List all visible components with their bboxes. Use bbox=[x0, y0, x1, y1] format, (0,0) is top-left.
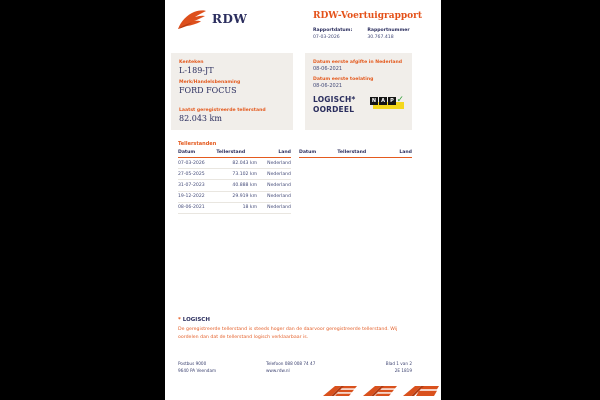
table-row bbox=[178, 203, 291, 214]
nap-letter-a: A bbox=[379, 97, 387, 105]
report-date-block bbox=[313, 28, 352, 41]
cell-tellerstand: 18 km bbox=[242, 205, 258, 211]
footer-address bbox=[178, 361, 266, 374]
odometer-table-right bbox=[299, 150, 412, 214]
footnote-asterisk: * bbox=[178, 317, 183, 323]
cell-tellerstand: 40.888 km bbox=[232, 182, 258, 188]
table-header-row bbox=[299, 150, 412, 158]
footnote-title-text: LOGISCH bbox=[182, 317, 210, 323]
cell-land: Nederland bbox=[267, 182, 291, 188]
cell-land: Nederland bbox=[267, 160, 291, 166]
report-number-block bbox=[367, 28, 409, 41]
footer-form-code: 2E 1819 bbox=[394, 367, 412, 373]
first-issue-value: 08-06-2021 bbox=[313, 66, 343, 72]
col-header-tellerstand: Tellerstand bbox=[337, 150, 367, 155]
vehicle-summary-panel bbox=[171, 53, 293, 130]
cell-land: Nederland bbox=[267, 205, 291, 211]
table-header-row bbox=[178, 150, 291, 158]
footer-phone: Telefoon 088 008 74 47 bbox=[266, 361, 316, 366]
cell-datum: 08-06-2021 bbox=[178, 205, 205, 211]
first-admission-label: Datum eerste toelating bbox=[313, 77, 374, 82]
footer-address-line2: 9640 PA Veendam bbox=[178, 367, 217, 373]
odometer-tables bbox=[178, 150, 412, 214]
report-number-label: Rapportnummer bbox=[367, 28, 410, 33]
col-header-datum: Datum bbox=[299, 150, 317, 155]
make-model-label: Merk/Handelsbenaming bbox=[179, 80, 241, 85]
registration-panel bbox=[305, 53, 412, 130]
rdw-logo-text: RDW bbox=[212, 12, 248, 26]
logisch-footnote bbox=[178, 317, 414, 341]
footer-address-line1: Postbus 9000 bbox=[178, 361, 207, 366]
footer-contact bbox=[266, 361, 386, 374]
col-header-land: Land bbox=[399, 150, 412, 155]
rdw-logo bbox=[177, 8, 247, 32]
cell-land: Nederland bbox=[267, 194, 291, 200]
col-header-tellerstand: Tellerstand bbox=[216, 150, 246, 155]
footnote-body: De geregistreerde tellerstand is steeds hoger dan de daarvoor geregistreerde tellerstand. Wij oordelen dan dat de tellerstand logisch verklaarbaar is. bbox=[178, 327, 398, 340]
cell-datum: 31-07-2023 bbox=[178, 182, 205, 188]
cell-datum: 19-12-2022 bbox=[178, 194, 205, 200]
report-date-label: Rapportdatum: bbox=[313, 28, 353, 33]
page-footer bbox=[178, 361, 412, 374]
last-odometer-value: 82.043 km bbox=[179, 114, 222, 123]
footer-pageinfo bbox=[386, 361, 412, 374]
report-number-value: 30.767.418 bbox=[367, 35, 394, 40]
report-page bbox=[165, 0, 441, 400]
cell-tellerstand: 29.919 km bbox=[232, 194, 258, 200]
table-row bbox=[178, 192, 291, 203]
footer-website: www.rdw.nl bbox=[266, 367, 290, 373]
cell-datum: 27-05-2025 bbox=[178, 171, 205, 177]
rdw-stripes-graphic bbox=[321, 380, 441, 400]
table-row bbox=[178, 169, 291, 180]
first-issue-label: Datum eerste afgifte in Nederland bbox=[313, 60, 403, 65]
nap-logo bbox=[370, 97, 404, 111]
cell-tellerstand: 82.043 km bbox=[232, 160, 258, 166]
nap-letter-p: P bbox=[388, 97, 396, 105]
footnote-title bbox=[178, 317, 414, 323]
verdict-line1: LOGISCH* bbox=[313, 95, 356, 104]
odometer-section-title: Tellerstanden bbox=[178, 141, 217, 147]
cell-land: Nederland bbox=[267, 171, 291, 177]
verdict-text bbox=[313, 95, 356, 115]
col-header-datum: Datum bbox=[178, 150, 196, 155]
nap-letter-squares bbox=[370, 97, 396, 105]
nap-checkmark-icon: ✓ bbox=[396, 95, 404, 105]
verdict-line2: OORDEEL bbox=[313, 105, 355, 114]
odometer-table-left bbox=[178, 150, 291, 214]
verdict-row bbox=[313, 95, 404, 115]
cell-tellerstand: 73.102 km bbox=[232, 171, 258, 177]
license-plate-label: Kenteken bbox=[179, 60, 204, 65]
report-date-value: 07-03-2026 bbox=[313, 35, 340, 40]
nap-letter-n: N bbox=[371, 98, 377, 104]
first-admission-value: 08-06-2021 bbox=[313, 83, 343, 89]
license-plate-value: L-189-JT bbox=[179, 66, 214, 75]
make-model-value: FORD FOCUS bbox=[179, 86, 237, 95]
table-row bbox=[178, 180, 291, 191]
report-meta bbox=[313, 28, 410, 41]
table-row bbox=[178, 158, 291, 169]
report-title: RDW-Voertuigrapport bbox=[313, 11, 423, 21]
col-header-land: Land bbox=[278, 150, 291, 155]
last-odometer-label: Laatst geregistreerde tellerstand bbox=[179, 108, 266, 113]
rdw-eagle-icon bbox=[177, 8, 207, 32]
cell-datum: 07-03-2026 bbox=[178, 160, 205, 166]
footer-page-number: Blad 1 van 2 bbox=[385, 361, 412, 366]
